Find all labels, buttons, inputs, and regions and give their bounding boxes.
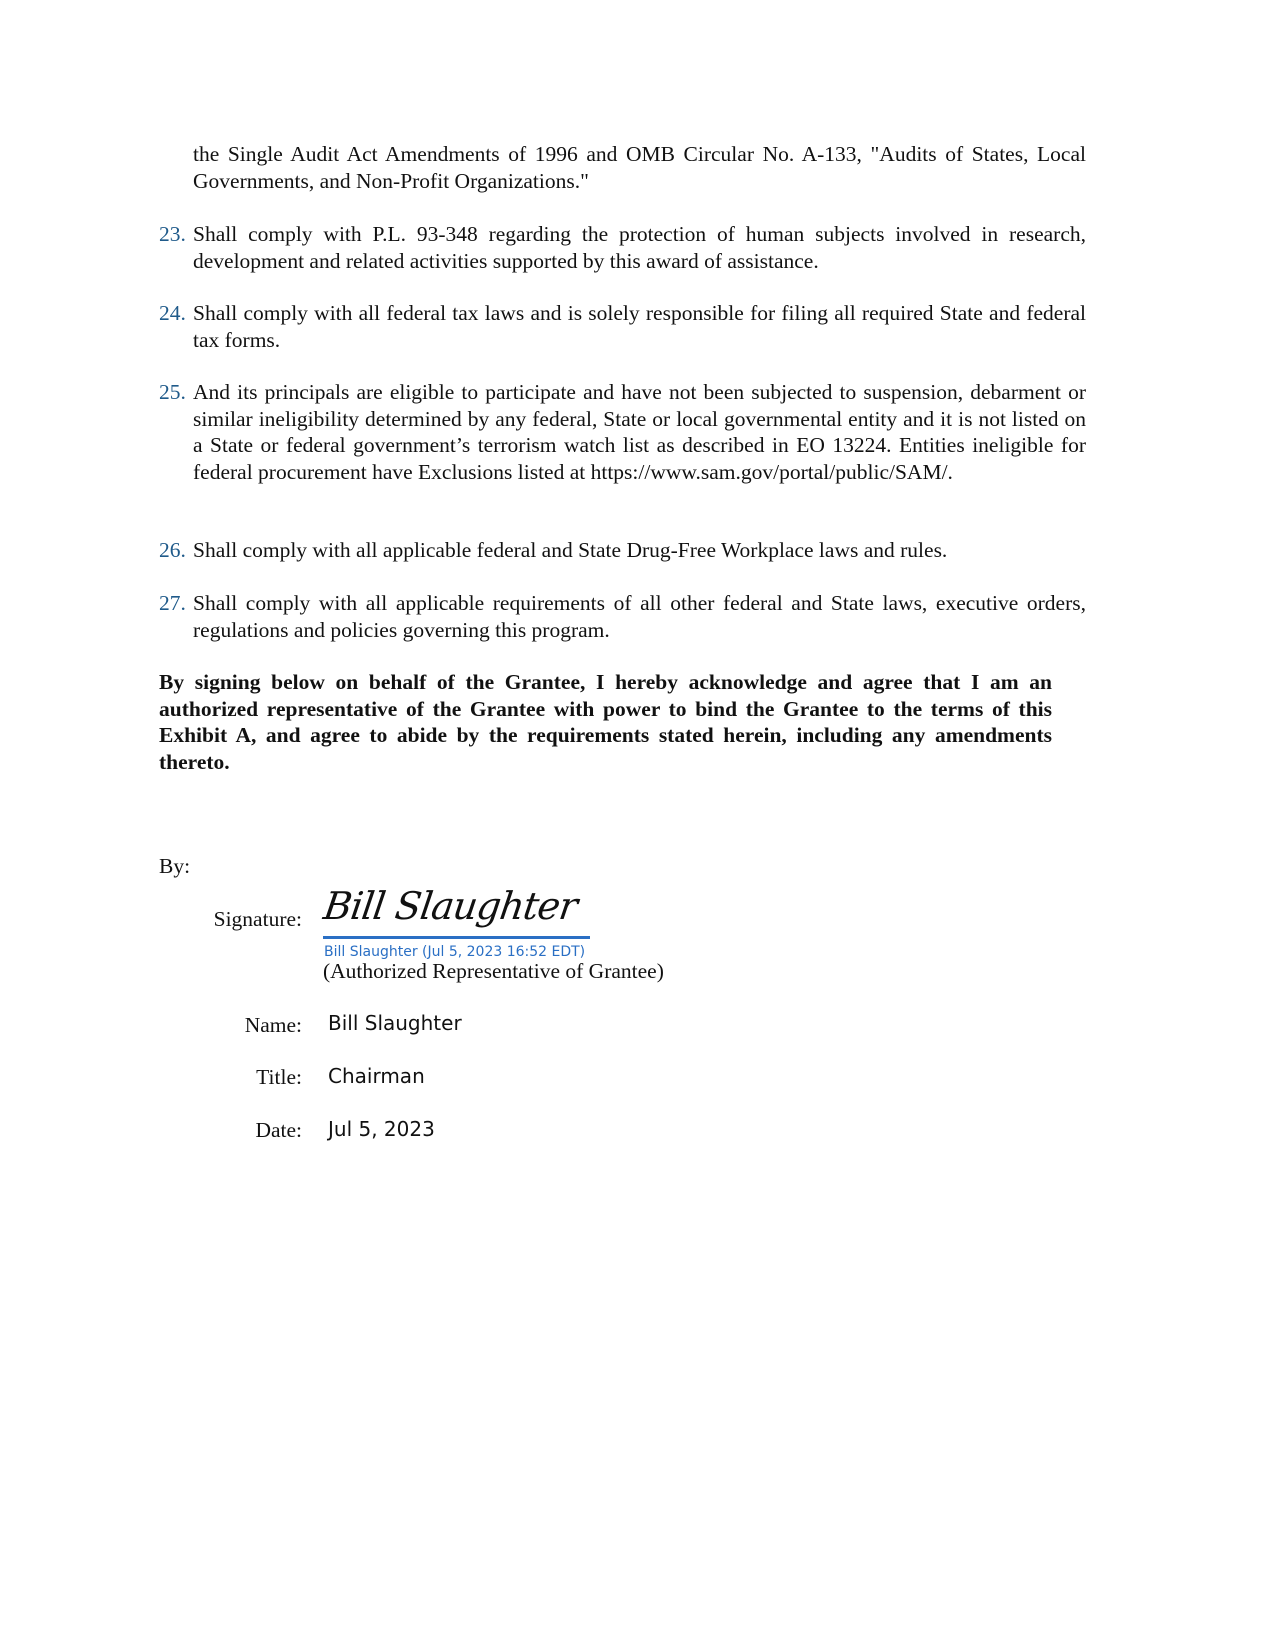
list-item [159, 590, 1086, 643]
item-number: 24. [159, 301, 186, 325]
name-value: Bill Slaughter [328, 1011, 462, 1035]
date-value: Jul 5, 2023 [328, 1117, 435, 1141]
date-label: Date: [255, 1118, 302, 1142]
item-text: Shall comply with all applicable federal and State Drug-Free Workplace laws and rules. [193, 538, 948, 562]
list-item [159, 537, 1086, 564]
signature-label: Signature: [213, 907, 302, 931]
name-label: Name: [244, 1013, 302, 1037]
title-value: Chairman [328, 1064, 425, 1088]
signature-caption: (Authorized Representative of Grantee) [323, 959, 664, 983]
continuation-paragraph: the Single Audit Act Amendments of 1996 and OMB Circular No. A-133, "Audits of States, Local Governments, and Non-Profit Organizations." [193, 142, 1086, 193]
acknowledgement-paragraph: By signing below on behalf of the Grantee, I hereby acknowledge and agree that I am an authorized representative of the Grantee with power to bind the Grantee to the terms of this Exhibit A, and agree to abide by the requirements stated herein, including any amendments thereto. [159, 670, 1052, 774]
by-label: By: [159, 854, 191, 878]
item-text: Shall comply with P.L. 93-348 regarding the protection of human subjects involved in research, development and related activities supported by this award of assistance. [193, 222, 1086, 273]
signature-image: Bill Slaughter [320, 884, 580, 928]
item-number: 23. [159, 222, 186, 246]
item-number: 26. [159, 538, 186, 562]
item-text: And its principals are eligible to participate and have not been subjected to suspension, debarment or similar ineligibility determined by any federal, State or local governmental entity and it is not listed on a State or federal government’s terrorism watch list as described in EO 13224. Entities ineligible for federal procurement have Exclusions listed at https://www.sam.gov/portal/public/SAM/. [193, 380, 1086, 484]
item-number: 27. [159, 591, 186, 615]
item-text: Shall comply with all applicable requirements of all other federal and State laws, executive orders, regulations and policies governing this program. [193, 591, 1086, 642]
title-label: Title: [256, 1065, 302, 1089]
list-item [159, 379, 1086, 485]
item-number: 25. [159, 380, 186, 404]
list-item [159, 221, 1086, 274]
item-text: Shall comply with all federal tax laws and is solely responsible for filing all required State and federal tax forms. [193, 301, 1086, 352]
list-item [159, 300, 1086, 353]
signature-meta: Bill Slaughter (Jul 5, 2023 16:52 EDT) [324, 944, 586, 960]
